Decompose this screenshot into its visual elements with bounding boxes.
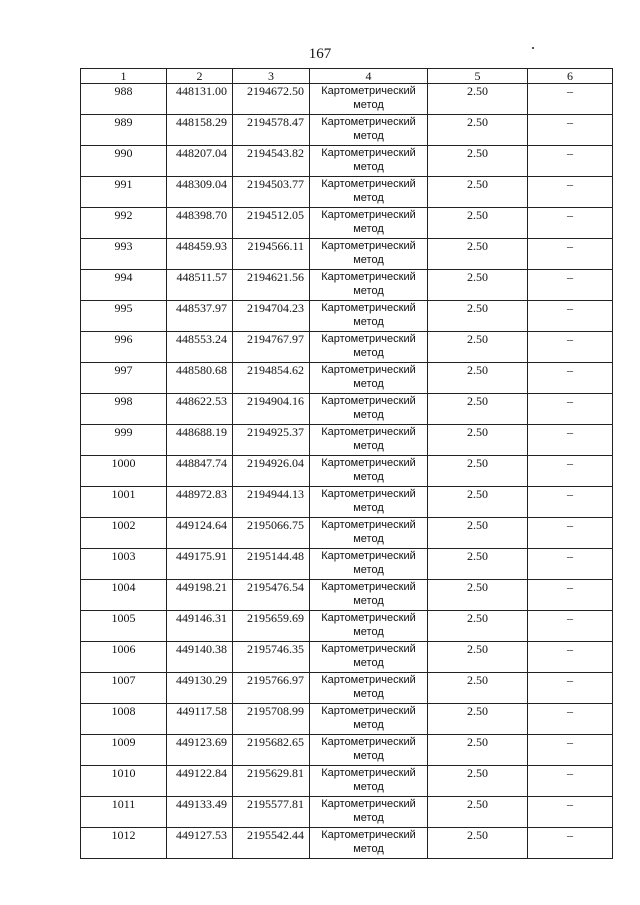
table-row	[81, 270, 613, 301]
col-header-5: 5	[428, 69, 528, 84]
note-cell: –	[528, 797, 613, 828]
point-number-cell: 997	[81, 363, 167, 394]
table-row	[81, 84, 613, 115]
point-number-cell: 1006	[81, 642, 167, 673]
table-row	[81, 394, 613, 425]
point-number-cell: 989	[81, 115, 167, 146]
y-coordinate-cell: 2195682.65	[233, 735, 310, 766]
table-row	[81, 549, 613, 580]
method-cell: Картометрический метод	[310, 177, 428, 208]
method-cell: Картометрический метод	[310, 642, 428, 673]
method-cell: Картометрический метод	[310, 766, 428, 797]
accuracy-cell: 2.50	[428, 84, 528, 115]
method-cell: Картометрический метод	[310, 394, 428, 425]
point-number-cell: 991	[81, 177, 167, 208]
y-coordinate-cell: 2194704.23	[233, 301, 310, 332]
accuracy-cell: 2.50	[428, 270, 528, 301]
point-number-cell: 1003	[81, 549, 167, 580]
col-header-4: 4	[310, 69, 428, 84]
table-row	[81, 797, 613, 828]
x-coordinate-cell: 448131.00	[167, 84, 233, 115]
point-number-cell: 992	[81, 208, 167, 239]
method-cell: Картометрический метод	[310, 270, 428, 301]
scan-speck	[532, 47, 534, 49]
point-number-cell: 1004	[81, 580, 167, 611]
note-cell: –	[528, 332, 613, 363]
accuracy-cell: 2.50	[428, 301, 528, 332]
y-coordinate-cell: 2194904.16	[233, 394, 310, 425]
accuracy-cell: 2.50	[428, 518, 528, 549]
accuracy-cell: 2.50	[428, 642, 528, 673]
y-coordinate-cell: 2195476.54	[233, 580, 310, 611]
accuracy-cell: 2.50	[428, 673, 528, 704]
table-row	[81, 766, 613, 797]
accuracy-cell: 2.50	[428, 611, 528, 642]
x-coordinate-cell: 448459.93	[167, 239, 233, 270]
note-cell: –	[528, 208, 613, 239]
note-cell: –	[528, 673, 613, 704]
x-coordinate-cell: 448511.57	[167, 270, 233, 301]
point-number-cell: 1012	[81, 828, 167, 859]
x-coordinate-cell: 449130.29	[167, 673, 233, 704]
table-row	[81, 704, 613, 735]
method-cell: Картометрический метод	[310, 146, 428, 177]
x-coordinate-cell: 448309.04	[167, 177, 233, 208]
x-coordinate-cell: 449127.53	[167, 828, 233, 859]
note-cell: –	[528, 456, 613, 487]
table-row	[81, 177, 613, 208]
method-cell: Картометрический метод	[310, 425, 428, 456]
method-cell: Картометрический метод	[310, 549, 428, 580]
y-coordinate-cell: 2194578.47	[233, 115, 310, 146]
x-coordinate-cell: 449124.64	[167, 518, 233, 549]
method-cell: Картометрический метод	[310, 797, 428, 828]
y-coordinate-cell: 2194512.05	[233, 208, 310, 239]
x-coordinate-cell: 448688.19	[167, 425, 233, 456]
method-cell: Картометрический метод	[310, 735, 428, 766]
x-coordinate-cell: 449123.69	[167, 735, 233, 766]
note-cell: –	[528, 425, 613, 456]
method-cell: Картометрический метод	[310, 456, 428, 487]
point-number-cell: 1007	[81, 673, 167, 704]
accuracy-cell: 2.50	[428, 828, 528, 859]
y-coordinate-cell: 2195659.69	[233, 611, 310, 642]
accuracy-cell: 2.50	[428, 797, 528, 828]
note-cell: –	[528, 487, 613, 518]
method-cell: Картометрический метод	[310, 301, 428, 332]
method-cell: Картометрический метод	[310, 332, 428, 363]
note-cell: –	[528, 766, 613, 797]
note-cell: –	[528, 394, 613, 425]
x-coordinate-cell: 449146.31	[167, 611, 233, 642]
col-header-6: 6	[528, 69, 613, 84]
x-coordinate-cell: 448207.04	[167, 146, 233, 177]
y-coordinate-cell: 2195577.81	[233, 797, 310, 828]
table-row	[81, 146, 613, 177]
y-coordinate-cell: 2195746.35	[233, 642, 310, 673]
col-header-2: 2	[167, 69, 233, 84]
note-cell: –	[528, 518, 613, 549]
y-coordinate-cell: 2195542.44	[233, 828, 310, 859]
point-number-cell: 993	[81, 239, 167, 270]
x-coordinate-cell: 448622.53	[167, 394, 233, 425]
accuracy-cell: 2.50	[428, 394, 528, 425]
note-cell: –	[528, 363, 613, 394]
point-number-cell: 1000	[81, 456, 167, 487]
method-cell: Картометрический метод	[310, 704, 428, 735]
table-row	[81, 642, 613, 673]
y-coordinate-cell: 2195066.75	[233, 518, 310, 549]
note-cell: –	[528, 84, 613, 115]
point-number-cell: 1005	[81, 611, 167, 642]
note-cell: –	[528, 301, 613, 332]
x-coordinate-cell: 449133.49	[167, 797, 233, 828]
point-number-cell: 1002	[81, 518, 167, 549]
note-cell: –	[528, 239, 613, 270]
y-coordinate-cell: 2194503.77	[233, 177, 310, 208]
method-cell: Картометрический метод	[310, 487, 428, 518]
point-number-cell: 1008	[81, 704, 167, 735]
table-row	[81, 363, 613, 394]
table-row	[81, 301, 613, 332]
header-row	[81, 69, 613, 84]
note-cell: –	[528, 828, 613, 859]
table-body	[81, 84, 613, 859]
accuracy-cell: 2.50	[428, 487, 528, 518]
accuracy-cell: 2.50	[428, 549, 528, 580]
note-cell: –	[528, 549, 613, 580]
table-row	[81, 425, 613, 456]
accuracy-cell: 2.50	[428, 735, 528, 766]
note-cell: –	[528, 611, 613, 642]
method-cell: Картометрический метод	[310, 363, 428, 394]
note-cell: –	[528, 735, 613, 766]
accuracy-cell: 2.50	[428, 177, 528, 208]
method-cell: Картометрический метод	[310, 673, 428, 704]
method-cell: Картометрический метод	[310, 115, 428, 146]
table-row	[81, 115, 613, 146]
col-header-3: 3	[233, 69, 310, 84]
point-number-cell: 995	[81, 301, 167, 332]
method-cell: Картометрический метод	[310, 84, 428, 115]
table-row	[81, 611, 613, 642]
table-row	[81, 487, 613, 518]
x-coordinate-cell: 448158.29	[167, 115, 233, 146]
point-number-cell: 994	[81, 270, 167, 301]
accuracy-cell: 2.50	[428, 580, 528, 611]
note-cell: –	[528, 177, 613, 208]
accuracy-cell: 2.50	[428, 146, 528, 177]
y-coordinate-cell: 2194543.82	[233, 146, 310, 177]
col-header-1: 1	[81, 69, 167, 84]
x-coordinate-cell: 448847.74	[167, 456, 233, 487]
method-cell: Картометрический метод	[310, 518, 428, 549]
table-row	[81, 518, 613, 549]
accuracy-cell: 2.50	[428, 456, 528, 487]
table-row	[81, 456, 613, 487]
table-row	[81, 239, 613, 270]
method-cell: Картометрический метод	[310, 828, 428, 859]
accuracy-cell: 2.50	[428, 704, 528, 735]
note-cell: –	[528, 270, 613, 301]
x-coordinate-cell: 448972.83	[167, 487, 233, 518]
note-cell: –	[528, 115, 613, 146]
x-coordinate-cell: 449140.38	[167, 642, 233, 673]
y-coordinate-cell: 2195766.97	[233, 673, 310, 704]
y-coordinate-cell: 2194944.13	[233, 487, 310, 518]
point-number-cell: 1010	[81, 766, 167, 797]
table-row	[81, 735, 613, 766]
method-cell: Картометрический метод	[310, 208, 428, 239]
y-coordinate-cell: 2194566.11	[233, 239, 310, 270]
point-number-cell: 988	[81, 84, 167, 115]
y-coordinate-cell: 2194767.97	[233, 332, 310, 363]
point-number-cell: 996	[81, 332, 167, 363]
table-row	[81, 208, 613, 239]
accuracy-cell: 2.50	[428, 363, 528, 394]
y-coordinate-cell: 2194621.56	[233, 270, 310, 301]
x-coordinate-cell: 449198.21	[167, 580, 233, 611]
method-cell: Картометрический метод	[310, 580, 428, 611]
x-coordinate-cell: 448537.97	[167, 301, 233, 332]
page-number: 167	[308, 46, 332, 62]
y-coordinate-cell: 2194672.50	[233, 84, 310, 115]
point-number-cell: 1009	[81, 735, 167, 766]
y-coordinate-cell: 2195144.48	[233, 549, 310, 580]
point-number-cell: 999	[81, 425, 167, 456]
x-coordinate-cell: 449122.84	[167, 766, 233, 797]
accuracy-cell: 2.50	[428, 332, 528, 363]
y-coordinate-cell: 2195629.81	[233, 766, 310, 797]
note-cell: –	[528, 146, 613, 177]
point-number-cell: 1001	[81, 487, 167, 518]
accuracy-cell: 2.50	[428, 239, 528, 270]
x-coordinate-cell: 448580.68	[167, 363, 233, 394]
y-coordinate-cell: 2194854.62	[233, 363, 310, 394]
y-coordinate-cell: 2195708.99	[233, 704, 310, 735]
point-number-cell: 990	[81, 146, 167, 177]
method-cell: Картометрический метод	[310, 239, 428, 270]
y-coordinate-cell: 2194926.04	[233, 456, 310, 487]
accuracy-cell: 2.50	[428, 766, 528, 797]
coordinates-table	[80, 68, 613, 859]
table-row	[81, 828, 613, 859]
x-coordinate-cell: 449175.91	[167, 549, 233, 580]
note-cell: –	[528, 642, 613, 673]
accuracy-cell: 2.50	[428, 115, 528, 146]
x-coordinate-cell: 448553.24	[167, 332, 233, 363]
note-cell: –	[528, 580, 613, 611]
note-cell: –	[528, 704, 613, 735]
accuracy-cell: 2.50	[428, 425, 528, 456]
table-row	[81, 673, 613, 704]
point-number-cell: 998	[81, 394, 167, 425]
y-coordinate-cell: 2194925.37	[233, 425, 310, 456]
point-number-cell: 1011	[81, 797, 167, 828]
accuracy-cell: 2.50	[428, 208, 528, 239]
method-cell: Картометрический метод	[310, 611, 428, 642]
x-coordinate-cell: 449117.58	[167, 704, 233, 735]
table-row	[81, 580, 613, 611]
x-coordinate-cell: 448398.70	[167, 208, 233, 239]
table-row	[81, 332, 613, 363]
